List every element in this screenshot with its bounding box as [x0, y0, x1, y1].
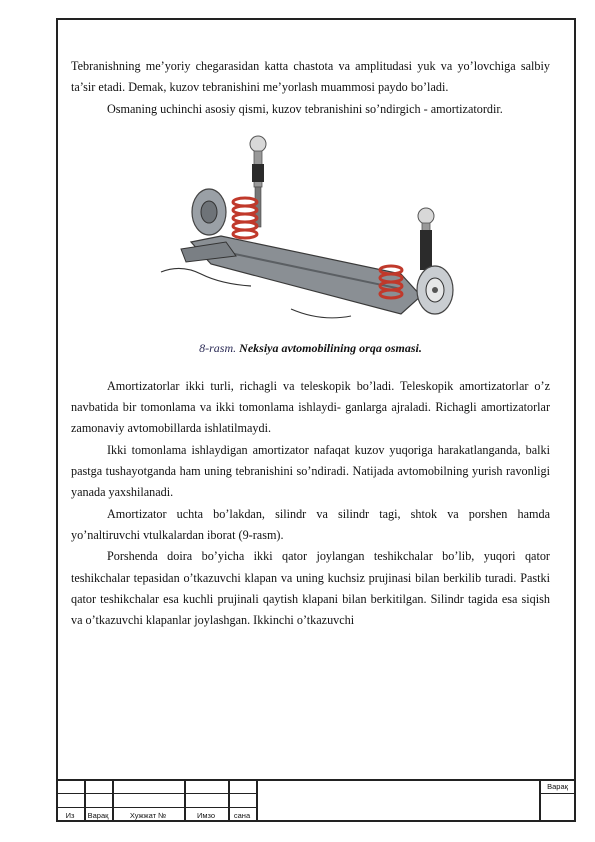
figure	[71, 124, 550, 334]
figure-title: Neksiya avtomobilining orqa osmasi.	[239, 340, 422, 355]
figure-caption	[71, 340, 550, 356]
sana-label: сана	[233, 811, 251, 820]
title-block	[56, 779, 576, 822]
paragraph: Amortizatorlar ikki turli, richagli va teleskopik bo’ladi. Teleskopik amortizatorlar o’z navbatida bir tomonlama va ikki tomonlama ishlaydi- ganlarga ajraladi. Richagli amortizatorlar zamonaviy avtomobillarda ishlatilmaydi.	[71, 378, 550, 436]
imzo-label: Имзо	[197, 811, 215, 820]
iz-label: Из	[65, 811, 75, 820]
paragraph: Ikki tomonlama ishlaydigan amortizator nafaqat kuzov yuqoriga harakatlanganda, balki pastga tushayotganda ham uning tebranishini so’ndiradi. Natijada avtomobilning yurish ravonligi yanada yaxshilanadi.	[71, 442, 550, 500]
hujjat-label: Хужжат №	[129, 811, 167, 820]
paragraph: Amortizator uchta bo’lakdan, silindr va silindr tagi, shtok va porshen hamda yo’naltiruvchi vtulkalardan iborat (9-rasm).	[71, 506, 550, 542]
paragraph: Porshenda doira bo’yicha ikki qator joylangan teshikchalar bo’lib, yuqori qator teshikchalar tepasidan o’tkazuvchi klapan va uning kuchsiz prujinasi bilan berkilib turadi. Pastki qator teshikchalar esa kuchli prujinali qaytish klapani bilan berkitilgan. Silindr tagida esa siqish va o’tkazuvchi klapanlar joylashgan. Ikkinchi o’tkazuvchi	[71, 549, 550, 628]
varaq-label: Варақ	[87, 811, 109, 820]
figure-number: 8-rasm.	[199, 340, 237, 355]
document-body	[71, 56, 550, 631]
rear-suspension-illustration	[151, 124, 461, 334]
paragraph: Osmaning uchinchi asosiy qismi, kuzov tebranishini so’ndirgich - amortizatordir.	[107, 101, 503, 116]
varoq-label: Варақ	[547, 782, 568, 791]
paragraph: Tebranishning me’yoriy chegarasidan katta chastota va amplitudasi yuk va yo’lovchiga salbiy ta’sir etadi. Demak, kuzov tebranishini me’yorlash muammosi paydo bo’ladi.	[71, 59, 550, 95]
